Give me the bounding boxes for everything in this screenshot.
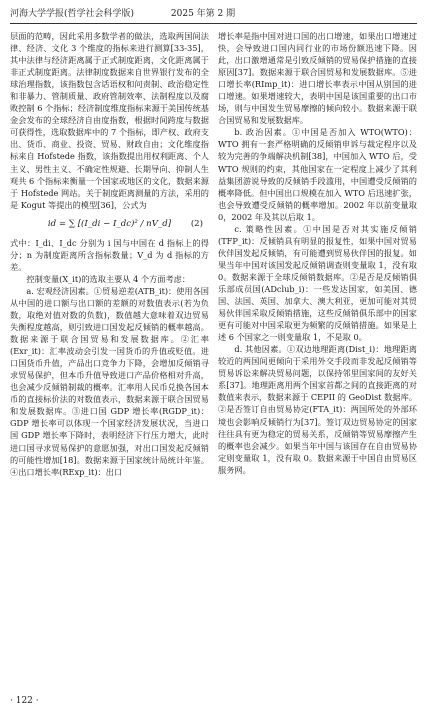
- body-paragraph: 层面的范畴，因此采用多数学者的做法，选取两国间法律、经济、文化 3 个维度的指标来进行测算[33-35]，其中法律与经济距离属于正式制度距离，文化距离属于非正式制度距离。法律制度数据来自世界银行发布的全球治理指数，该指数包含话语权和问责制、政治稳定性和非暴力、管制质量、政府管制效率、法制程度以及腐败控制 6 个指标；经济制度维度指标来源于美国传统基金会发布的全球经济自由度指数，根据时间跨度与数据可获得性，选取数据库中的 7 个指标，即产权、政府支出、货币、商业、投资、贸易、财政自由；文化维度指标来自 Hofstede 指数，该指数提出用权利距离、个人主义、男性主义、不确定性规避、长期导向、抑制人生观共 6 个指标来衡量一个国家或地区的文化，数据来源于 Hofstede 网站。关于制度距离测量的方法，采用的是 Kogut 等提出的模型[36]，公式为: [10, 31, 209, 210]
- equation-rhs: = ∑ [(I_di − I_dc)² / nV_d]: [58, 218, 172, 229]
- journal-title: 河海大学学报(哲学社会科学版): [10, 9, 135, 19]
- body-paragraph: 式中：I_di、I_dc 分别为 i 国与中国在 d 指标上的得分；n 为制度距离所含指标数量；V_d 为 d 指标的方差。: [10, 237, 209, 272]
- equation-number: (2): [190, 218, 203, 229]
- equation-2: [10, 211, 209, 237]
- page-number: · 122 ·: [10, 696, 39, 706]
- issue-label: 2025 年第 2 期: [170, 9, 236, 19]
- body-paragraph: 控制变量(X_it)的选取主要从 4 个方面考虑：: [26, 273, 191, 284]
- body-paragraph: a. 宏观经济因素。①贸易逆差(ATB_it)：使用各国从中国的进口额与出口额的差额的对数值表示(若为负数，取绝对值对数的负数)，数值越大意味着双边贸易失衡程度越高，则引致进口国发起反倾销的概率越高。数据来源于联合国贸易和发展数据库。②汇率(Exr_it)：汇率波动会引发一国货币的升值或贬值。进口国货币升值，产品出口竞争力下降，会增加反倾销寻求贸易保护，但本币升值导致进口产品价格相对升高，也会减少反倾销制裁的概率。汇率用人民币兑换各国本币的直接标价法的对数值表示，数据来源于联合国贸易和发展数据库。③进口国 GDP 增长率(RGDP_it)：GDP 增长率可以体现一个国家经济发展状况，当进口国 GDP 增长率下降时，表明经济下行压力增大，此时进口国寻求贸易保护的意愿加强，对出口国发起反倾销的可能性增加[18]。数据来源于国家统计局统计年鉴。④出口增长率(RExp_it)：出口: [10, 285, 209, 477]
- left-column: [10, 30, 209, 688]
- body-paragraph: 增长率是指中国对进口国的出口增速，如果出口增速过快，会导致进口国内同行业的市场份额迅速下降。因此，出口激增通常是引致反倾销的贸易保护措施的直接原因[37]。数据来源于联合国贸易和发展数据库。⑤进口增长率(RImp_it)：进口增长率表示中国从别国的进口增速。如果增速较大，表明中国是该国重要的出口市场，则与中国发生贸易摩擦的倾向较小。数据来源于联合国贸易和发展数据库。: [218, 31, 417, 126]
- running-head: [10, 6, 417, 22]
- body-paragraph: b. 政治因素。①中国是否加入 WTO(WTO)：WTO 拥有一套严格明确的反倾销申诉与裁定程序以及较为完善的争端解决机制[38]，中国加入 WTO 后，受 WTO 规则的约束，其他国家在一定程度上减少了其利益集团游说导致的反倾销手段滥用，中国遭受反倾销的概率降低。但中国出口规模在加入 WTO 后迅速扩张，也会导致遭受反倾销的概率增加。2002 年以前变量取 0，2002 年及其以后取 1。: [218, 127, 417, 222]
- body-paragraph: c. 策略性因素。①中国是否对其实施反倾销(TFP_it)：反倾销具有明显的报复性，如果中国对贸易伙伴国发起反倾销，有可能遭到贸易伙伴国的报复。如果当年中国对该国发起反倾销调查则变量取 1，没有取 0。数据来源于全球反倾销数据库。②是否是反倾销俱乐部成员国(ADclub_i)：一些发达国家，如美国、德国、法国、英国、加拿大、澳大利亚，更加可能对其贸易伙伴国采取反倾销措施，这些反倾销俱乐部中的国家更有可能对中国采取更为频繁的反倾销措施。如果是上述 6 个国家之一则变量取 1，不是取 0。: [218, 223, 417, 343]
- header-rule: [10, 23, 417, 24]
- equation-lhs: id: [47, 218, 57, 229]
- right-column: [218, 30, 417, 688]
- body-paragraph: d. 其他因素。①双边地理距离(Dist_i)：地理距离较近的两国间更倾向于采用外交手段而非发起反倾销等贸易诉讼来解决贸易问题，以保持邻里国家间的友好关系[37]。地理距离用两个国家首都之间的直接距离的对数值来表示，数据来源于 CEPII 的 GeoDist 数据库。②是否签订自由贸易协定(FTA_it)：两国所处的外部环境也会影响反倾销行为[37]。签订双边贸易协定的国家往往具有更为稳定的贸易关系，反倾销等贸易摩擦产生的概率也会减少。如果当年中国与该国存在自由贸易协定则变量取 1，没有取 0。数据来源于中国自由贸易区服务网。: [218, 344, 417, 475]
